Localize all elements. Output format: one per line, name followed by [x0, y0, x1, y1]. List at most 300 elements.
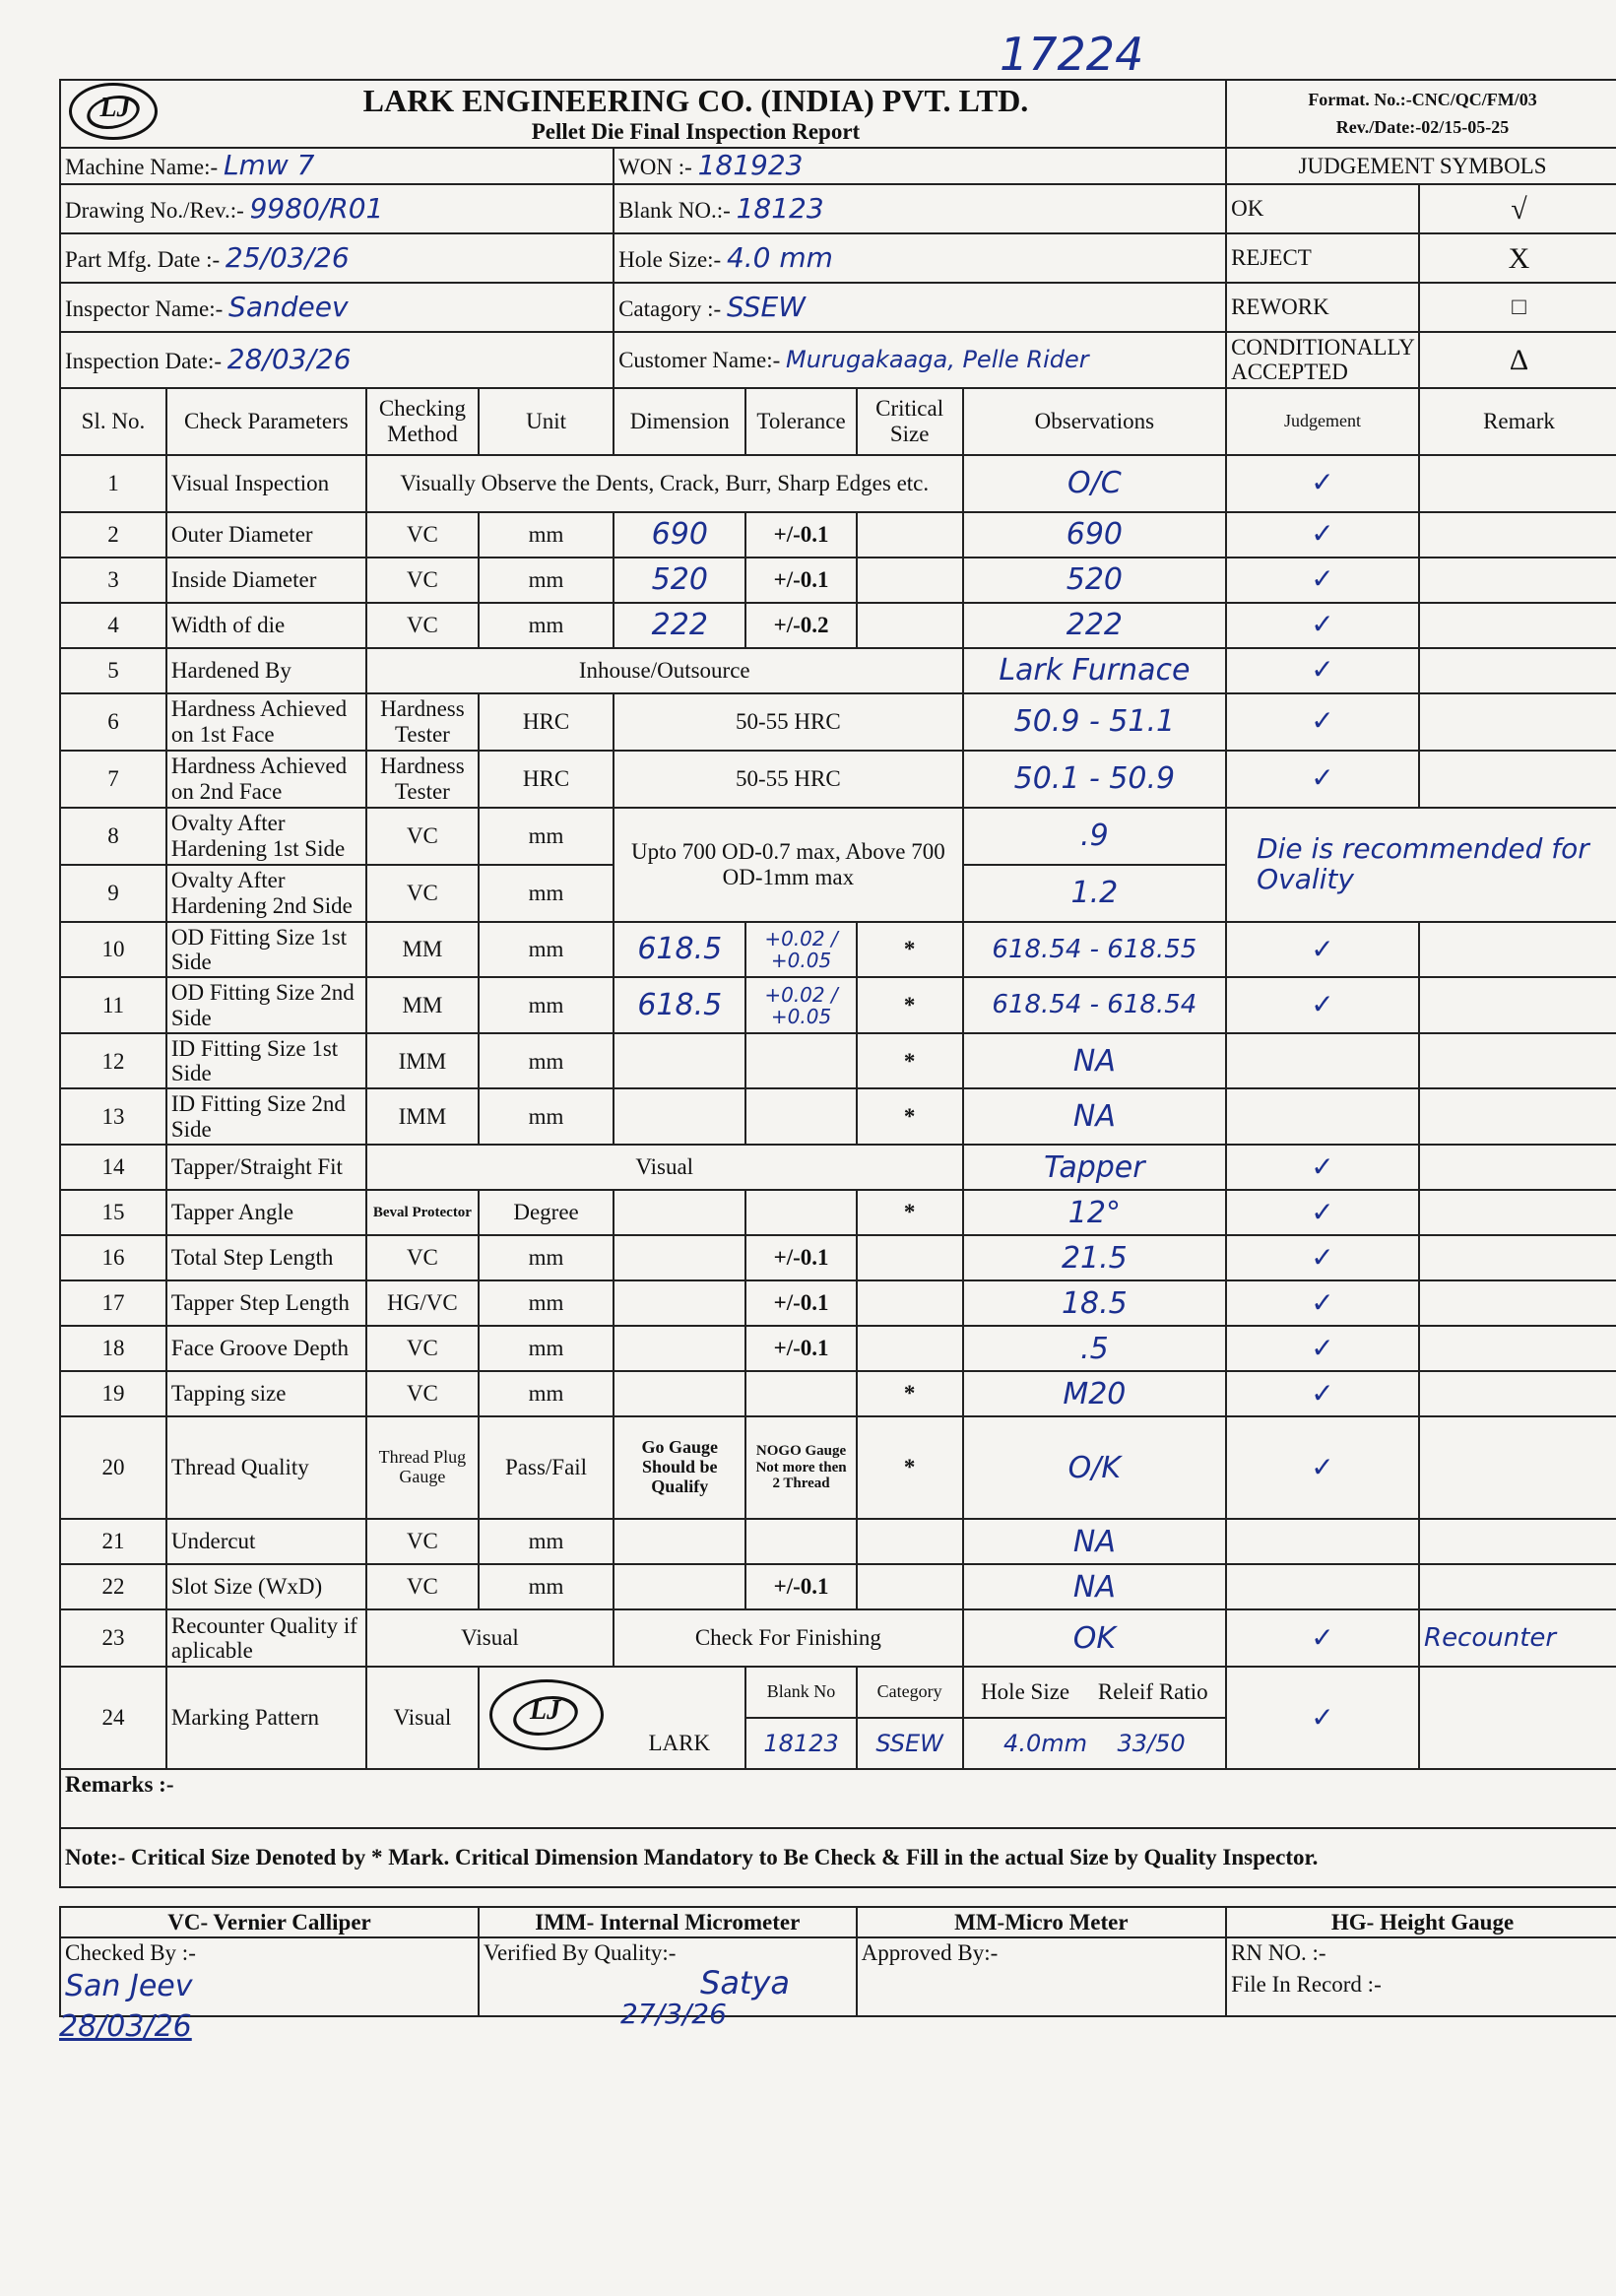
row-unit: mm: [479, 1326, 614, 1371]
col-sl: Sl. No.: [60, 388, 166, 455]
report-title: Pellet Die Final Inspection Report: [531, 118, 861, 144]
row-remark: Recounter: [1419, 1609, 1616, 1667]
row-param: Ovalty After Hardening 1st Side: [166, 808, 366, 865]
table-row: [60, 1519, 1616, 1564]
drawing-value: 9980/R01: [249, 191, 384, 225]
customer-field: Customer Name:- Murugakaaga, Pelle Rider: [614, 332, 1226, 388]
table-row: [60, 1280, 1616, 1326]
marking-relief-value: 33/50: [1117, 1729, 1186, 1757]
marking-head-hole-relief: [963, 1667, 1226, 1718]
row-tolerance: [745, 1519, 856, 1564]
row-observation: Tapper: [963, 1145, 1226, 1190]
row-method: VC: [366, 1371, 479, 1416]
row-remark: [1419, 1145, 1616, 1190]
row-observation: 50.9 - 51.1: [963, 693, 1226, 751]
row-remark: [1419, 1416, 1616, 1519]
row-check-text: Check For Finishing: [614, 1609, 963, 1667]
row-param: ID Fitting Size 1st Side: [166, 1033, 366, 1089]
row-sl: 23: [60, 1609, 166, 1667]
critical-note: Note:- Critical Size Denoted by * Mark. Critical Dimension Mandatory to Be Check & Fill in the actual Size by Quality Inspector.: [60, 1828, 1616, 1887]
judgement-conditional-symbol: Δ: [1419, 332, 1616, 388]
judgement-conditional-label: CONDITIONALLY ACCEPTED: [1226, 332, 1419, 388]
row-sl: 10: [60, 922, 166, 978]
row-param: ID Fitting Size 2nd Side: [166, 1088, 366, 1145]
row-sl: 11: [60, 977, 166, 1033]
row-sl: 19: [60, 1371, 166, 1416]
row-param: Slot Size (WxD): [166, 1564, 366, 1609]
row-unit: HRC: [479, 693, 614, 751]
row-remark: [1419, 1190, 1616, 1235]
verified-date: 27/3/26: [620, 1998, 727, 2030]
row-judgement: [1226, 1519, 1419, 1564]
row-tolerance: +0.02 / +0.05: [745, 922, 856, 978]
row-span-text: 50-55 HRC: [614, 751, 963, 808]
col-dimension: Dimension: [614, 388, 745, 455]
rn-file-cell: [1226, 1937, 1616, 2016]
row-param: Hardened By: [166, 648, 366, 693]
row-judgement: ✓: [1226, 558, 1419, 603]
checked-by-signature: San Jeev: [65, 1968, 193, 2003]
row-sl: 15: [60, 1190, 166, 1235]
table-row: [60, 1088, 1616, 1145]
row-observation: 12°: [963, 1190, 1226, 1235]
verified-by-signature: Satya: [700, 1963, 791, 2001]
marking-category-value: SSEW: [857, 1718, 963, 1769]
row-judgement: ✓: [1226, 1416, 1419, 1519]
row-judgement: ✓: [1226, 1280, 1419, 1326]
row-observation: O/K: [963, 1416, 1226, 1519]
row-remark: [1419, 1235, 1616, 1280]
row-tolerance: [745, 1190, 856, 1235]
marking-pattern-row: [60, 1667, 1616, 1718]
row-observation: M20: [963, 1371, 1226, 1416]
judgement-ok-symbol: √: [1419, 184, 1616, 233]
judgement-reject-label: REJECT: [1226, 233, 1419, 283]
format-info: [1226, 80, 1616, 148]
spacer-row: [60, 1887, 1616, 1907]
row-span-text: Inhouse/Outsource: [366, 648, 963, 693]
part-mfg-value: 25/03/26: [225, 240, 350, 274]
row-param: OD Fitting Size 2nd Side: [166, 977, 366, 1033]
inspection-form: [59, 79, 1616, 2049]
row-sl: 18: [60, 1326, 166, 1371]
row-method: MM: [366, 977, 479, 1033]
row-dimension: Go Gauge Should be Qualify: [614, 1416, 745, 1519]
side-note: Die is recommended for Ovality: [1226, 808, 1616, 922]
col-critical: Critical Size: [857, 388, 963, 455]
table-row: [60, 922, 1616, 978]
company-name: LARK ENGINEERING CO. (INDIA) PVT. LTD. Pellet Die Final Inspection Report: [166, 80, 1226, 148]
row-param: Face Groove Depth: [166, 1326, 366, 1371]
row-method: Hardness Tester: [366, 751, 479, 808]
table-row: [60, 558, 1616, 603]
table-row: [60, 1033, 1616, 1089]
table-row: [60, 1609, 1616, 1667]
marking-head-blank: Blank No: [745, 1667, 856, 1718]
row-tolerance: NOGO Gauge Not more then 2 Thread: [745, 1416, 856, 1519]
row-sl: 6: [60, 693, 166, 751]
row-tolerance: +/-0.1: [745, 1235, 856, 1280]
row-judgement: ✓: [1226, 977, 1419, 1033]
row-observation: 21.5: [963, 1235, 1226, 1280]
row-observation: 222: [963, 603, 1226, 648]
hole-size-field: Hole Size:- 4.0 mm: [614, 233, 1226, 283]
row-critical: [857, 1326, 963, 1371]
logo-cell: [60, 80, 166, 148]
category-field: Catagory :- SSEW: [614, 283, 1226, 332]
row-observation: NA: [963, 1519, 1226, 1564]
marking-head-relief: Releif Ratio: [1097, 1679, 1208, 1705]
hole-size-value: 4.0 mm: [726, 240, 833, 274]
marking-blank-spacer: [614, 1667, 745, 1718]
row-tolerance: +/-0.1: [745, 558, 856, 603]
won-field: WON :- 181923: [614, 148, 1226, 184]
row-method: VC: [366, 603, 479, 648]
row-param: Undercut: [166, 1519, 366, 1564]
row-critical: [857, 1519, 963, 1564]
row-span-text: 50-55 HRC: [614, 693, 963, 751]
legend-vc: VC- Vernier Calliper: [60, 1907, 479, 1937]
row-observation: NA: [963, 1564, 1226, 1609]
judgement-rework-symbol: □: [1419, 283, 1616, 332]
row-dimension: 618.5: [614, 977, 745, 1033]
customer-value: Murugakaaga, Pelle Rider: [786, 346, 1089, 374]
row-sl: 2: [60, 512, 166, 558]
row-method: IMM: [366, 1088, 479, 1145]
row-remark: [1419, 1667, 1616, 1769]
judgement-rework-label: REWORK: [1226, 283, 1419, 332]
row-observation: Lark Furnace: [963, 648, 1226, 693]
row-dimension: [614, 1280, 745, 1326]
row-sl: 7: [60, 751, 166, 808]
row-tolerance: +/-0.1: [745, 1280, 856, 1326]
row-method: VC: [366, 865, 479, 922]
row-observation: 18.5: [963, 1280, 1226, 1326]
row-sl: 24: [60, 1667, 166, 1769]
row-param: Inside Diameter: [166, 558, 366, 603]
row-critical: *: [857, 1088, 963, 1145]
row-sl: 14: [60, 1145, 166, 1190]
row-sl: 22: [60, 1564, 166, 1609]
row-unit: mm: [479, 1519, 614, 1564]
legend-hg: HG- Height Gauge: [1226, 1907, 1616, 1937]
row-method: VC: [366, 1326, 479, 1371]
table-row: [60, 1190, 1616, 1235]
row-method: VC: [366, 1519, 479, 1564]
marking-hole-value: 4.0mm: [1003, 1729, 1087, 1757]
row-tolerance: +/-0.1: [745, 512, 856, 558]
row-unit: Degree: [479, 1190, 614, 1235]
row-observation: 50.1 - 50.9: [963, 751, 1226, 808]
col-param: Check Parameters: [166, 388, 366, 455]
row-critical: *: [857, 977, 963, 1033]
row-critical: [857, 558, 963, 603]
checked-date: 28/03/26: [59, 2009, 192, 2044]
row-span-text: Visual: [366, 1145, 963, 1190]
row-observation: .5: [963, 1326, 1226, 1371]
row-unit: mm: [479, 1564, 614, 1609]
row-unit: mm: [479, 1371, 614, 1416]
inspection-date-field: Inspection Date:- 28/03/26: [60, 332, 614, 388]
row-param: Tapper/Straight Fit: [166, 1145, 366, 1190]
row-remark: [1419, 922, 1616, 978]
row-remark: [1419, 648, 1616, 693]
row-dimension: 618.5: [614, 922, 745, 978]
row-critical: [857, 603, 963, 648]
row-unit: mm: [479, 977, 614, 1033]
row-dimension: [614, 1190, 745, 1235]
row-tolerance: [745, 1033, 856, 1089]
row-param: Visual Inspection: [166, 455, 366, 512]
table-row: [60, 1235, 1616, 1280]
row-sl: 9: [60, 865, 166, 922]
row-param: Tapper Step Length: [166, 1280, 366, 1326]
row-method: VC: [366, 808, 479, 865]
row-param: Total Step Length: [166, 1235, 366, 1280]
row-unit: mm: [479, 865, 614, 922]
row-judgement: ✓: [1226, 1235, 1419, 1280]
table-row: [60, 1145, 1616, 1190]
row-remark: [1419, 603, 1616, 648]
table-row: [60, 1326, 1616, 1371]
row-judgement: ✓: [1226, 1145, 1419, 1190]
row-remark: [1419, 1033, 1616, 1089]
row-sl: 17: [60, 1280, 166, 1326]
row-sl: 20: [60, 1416, 166, 1519]
col-remark: Remark: [1419, 388, 1616, 455]
table-row: [60, 1416, 1616, 1519]
row-sl: 13: [60, 1088, 166, 1145]
table-row: [60, 512, 1616, 558]
row-span-text: Visual: [366, 1609, 614, 1667]
col-observations: Observations: [963, 388, 1226, 455]
won-value: 181923: [697, 149, 804, 182]
row-judgement: ✓: [1226, 1371, 1419, 1416]
row-unit: mm: [479, 808, 614, 865]
row-dimension: [614, 1088, 745, 1145]
table-row: [60, 693, 1616, 751]
row-unit: mm: [479, 1235, 614, 1280]
row-tolerance: +0.02 / +0.05: [745, 977, 856, 1033]
row-sl: 21: [60, 1519, 166, 1564]
table-row: [60, 977, 1616, 1033]
judgement-ok-label: OK: [1226, 184, 1419, 233]
row-judgement: [1226, 1033, 1419, 1089]
row-method: VC: [366, 512, 479, 558]
row-method: VC: [366, 1564, 479, 1609]
format-no: Format. No.:-CNC/QC/FM/03: [1308, 89, 1537, 109]
row-critical: [857, 1564, 963, 1609]
row-remark: [1419, 1564, 1616, 1609]
table-row: [60, 455, 1616, 512]
row-observation: 618.54 - 618.55: [963, 922, 1226, 978]
row-observation: OK: [963, 1609, 1226, 1667]
row-unit: mm: [479, 603, 614, 648]
row-judgement: [1226, 1564, 1419, 1609]
row-dimension: [614, 1564, 745, 1609]
judgement-symbols-title: JUDGEMENT SYMBOLS: [1226, 148, 1616, 184]
row-judgement: [1226, 1088, 1419, 1145]
lark-logo-icon: LJ: [489, 1679, 604, 1750]
row-tolerance: +/-0.2: [745, 603, 856, 648]
row-param: Marking Pattern: [166, 1667, 366, 1769]
verified-by-label: Verified By Quality:-: [484, 1940, 677, 1966]
row-unit: Pass/Fail: [479, 1416, 614, 1519]
row-critical: *: [857, 1190, 963, 1235]
row-param: Tapping size: [166, 1371, 366, 1416]
company-logo: LJ: [69, 83, 158, 140]
marking-logo: [479, 1667, 614, 1769]
row-method: IMM: [366, 1033, 479, 1089]
row-unit: mm: [479, 1033, 614, 1089]
row-observation: 618.54 - 618.54: [963, 977, 1226, 1033]
col-tolerance: Tolerance: [745, 388, 856, 455]
row-observation: 690: [963, 512, 1226, 558]
category-value: SSEW: [726, 290, 806, 323]
row-judgement: ✓: [1226, 512, 1419, 558]
row-remark: [1419, 558, 1616, 603]
row-remark: [1419, 512, 1616, 558]
row-critical: *: [857, 1416, 963, 1519]
row-critical: [857, 512, 963, 558]
table-row: [60, 751, 1616, 808]
row-remark: [1419, 1326, 1616, 1371]
col-judgement: Judgement: [1226, 388, 1419, 455]
row-judgement: ✓: [1226, 603, 1419, 648]
row-span-text: Visually Observe the Dents, Crack, Burr, Sharp Edges etc.: [366, 455, 963, 512]
legend-imm: IMM- Internal Micrometer: [479, 1907, 857, 1937]
remarks-label: Remarks :-: [60, 1769, 1616, 1828]
marking-lark-text: LARK: [614, 1718, 745, 1769]
row-critical: *: [857, 1371, 963, 1416]
table-row: [60, 808, 1616, 865]
row-dimension: [614, 1033, 745, 1089]
row-method: VC: [366, 558, 479, 603]
row-remark: [1419, 1371, 1616, 1416]
row-remark: [1419, 977, 1616, 1033]
row-remark: [1419, 455, 1616, 512]
row-dimension: 690: [614, 512, 745, 558]
row-sl: 1: [60, 455, 166, 512]
row-dimension: [614, 1326, 745, 1371]
row-observation: NA: [963, 1088, 1226, 1145]
row-critical: [857, 1235, 963, 1280]
row-judgement: ✓: [1226, 648, 1419, 693]
row-method: Hardness Tester: [366, 693, 479, 751]
row-judgement: ✓: [1226, 1609, 1419, 1667]
row-param: Recounter Quality if aplicable: [166, 1609, 366, 1667]
row-unit: mm: [479, 922, 614, 978]
row-judgement: ✓: [1226, 1326, 1419, 1371]
row-remark: [1419, 751, 1616, 808]
table-row: [60, 603, 1616, 648]
inspection-date-value: 28/03/26: [226, 342, 352, 375]
row-judgement: ✓: [1226, 1667, 1419, 1769]
row-sl: 8: [60, 808, 166, 865]
marking-hole-relief-values: [963, 1718, 1226, 1769]
legend-mm: MM-Micro Meter: [857, 1907, 1226, 1937]
marking-head-hole: Hole Size: [981, 1679, 1070, 1705]
marking-blank-value: 18123: [745, 1718, 856, 1769]
blank-field: Blank NO.:- 18123: [614, 184, 1226, 233]
row-unit: mm: [479, 1088, 614, 1145]
row-sl: 16: [60, 1235, 166, 1280]
row-param: Width of die: [166, 603, 366, 648]
row-param: Hardness Achieved on 2nd Face: [166, 751, 366, 808]
approved-by-cell: Approved By:-: [857, 1937, 1226, 2016]
row-observation: NA: [963, 1033, 1226, 1089]
row-judgement: ✓: [1226, 693, 1419, 751]
row-dimension: 520: [614, 558, 745, 603]
machine-name-field: Machine Name:- Lmw 7: [60, 148, 614, 184]
row-unit: HRC: [479, 751, 614, 808]
row-tolerance: [745, 1088, 856, 1145]
row-span-text: Upto 700 OD-0.7 max, Above 700 OD-1mm max: [614, 808, 963, 922]
row-critical: *: [857, 1033, 963, 1089]
checked-by-label: Checked By :-: [65, 1940, 196, 1966]
row-tolerance: +/-0.1: [745, 1564, 856, 1609]
file-record-label: File In Record :-: [1231, 1971, 1382, 1997]
row-sl: 3: [60, 558, 166, 603]
drawing-field: Drawing No./Rev.:- 9980/R01: [60, 184, 614, 233]
row-method: Beval Protector: [366, 1190, 479, 1235]
machine-name-value: Lmw 7: [223, 149, 315, 182]
rn-no-label: RN NO. :-: [1231, 1940, 1326, 1966]
row-method: VC: [366, 1235, 479, 1280]
row-sl: 12: [60, 1033, 166, 1089]
row-remark: [1419, 1519, 1616, 1564]
row-judgement: ✓: [1226, 751, 1419, 808]
row-critical: *: [857, 922, 963, 978]
row-dimension: [614, 1371, 745, 1416]
row-remark: [1419, 1280, 1616, 1326]
inspector-field: Inspector Name:- Sandeev: [60, 283, 614, 332]
row-observation: .9: [963, 808, 1226, 865]
row-sl: 4: [60, 603, 166, 648]
row-method: HG/VC: [366, 1280, 479, 1326]
page-number: 17224: [1000, 28, 1144, 81]
table-row: [60, 648, 1616, 693]
row-judgement: ✓: [1226, 1190, 1419, 1235]
rev-date: Rev./Date:-02/15-05-25: [1335, 116, 1510, 137]
marking-head-category: Category: [857, 1667, 963, 1718]
col-method: Checking Method: [366, 388, 479, 455]
row-tolerance: +/-0.1: [745, 1326, 856, 1371]
inspection-table: [59, 79, 1616, 2017]
row-unit: mm: [479, 1280, 614, 1326]
row-param: OD Fitting Size 1st Side: [166, 922, 366, 978]
row-method: Visual: [366, 1667, 479, 1769]
row-param: Hardness Achieved on 1st Face: [166, 693, 366, 751]
part-mfg-field: Part Mfg. Date :- 25/03/26: [60, 233, 614, 283]
row-param: Tapper Angle: [166, 1190, 366, 1235]
row-dimension: 222: [614, 603, 745, 648]
row-observation: 1.2: [963, 865, 1226, 922]
row-param: Thread Quality: [166, 1416, 366, 1519]
row-judgement: ✓: [1226, 922, 1419, 978]
row-dimension: [614, 1235, 745, 1280]
row-remark: [1419, 1088, 1616, 1145]
row-method: Thread Plug Gauge: [366, 1416, 479, 1519]
row-critical: [857, 1280, 963, 1326]
row-observation: 520: [963, 558, 1226, 603]
row-dimension: [614, 1519, 745, 1564]
row-param: Ovalty After Hardening 2nd Side: [166, 865, 366, 922]
row-tolerance: [745, 1371, 856, 1416]
row-unit: mm: [479, 512, 614, 558]
checked-by-cell: [60, 1937, 479, 2016]
col-unit: Unit: [479, 388, 614, 455]
